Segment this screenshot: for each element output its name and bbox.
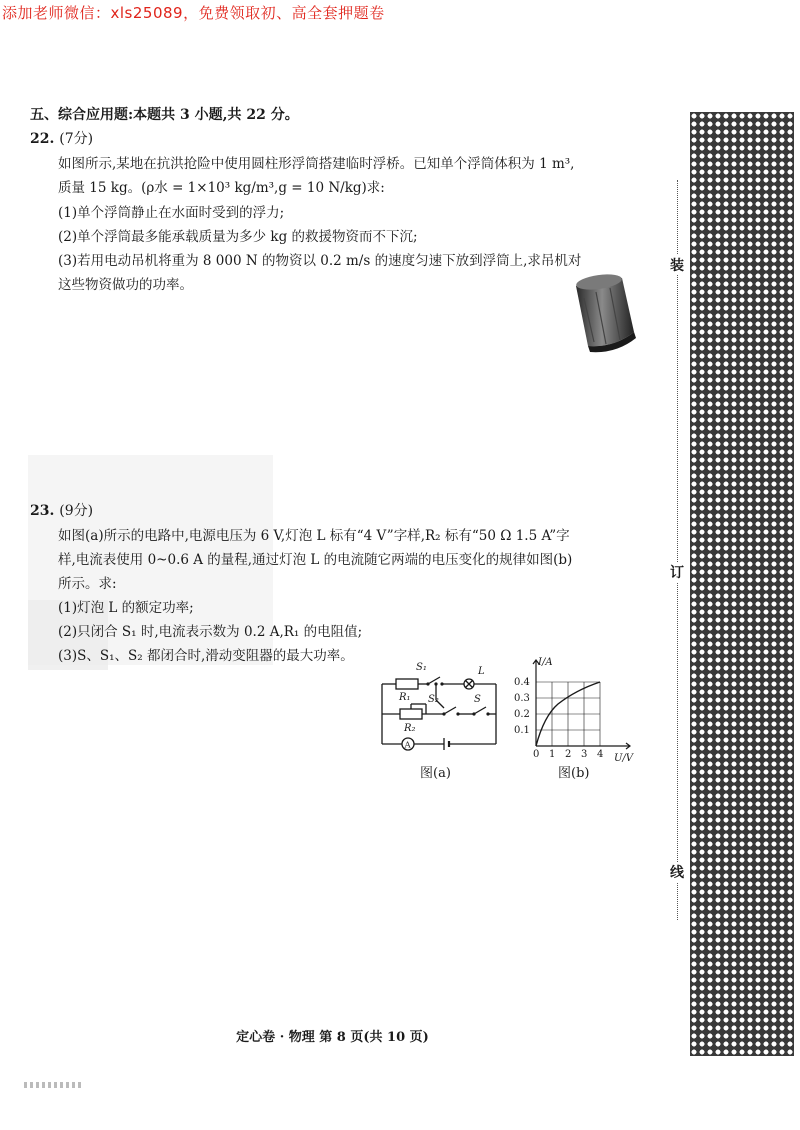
binding-mark-zhuang: 装 xyxy=(668,255,686,275)
question-22-line-2: 质量 15 kg。(ρ水 = 1×10³ kg/m³,g = 10 N/kg)求: xyxy=(58,180,385,196)
question-22-line-1: 如图所示,某地在抗洪抢险中使用圆柱形浮筒搭建临时浮桥。已知单个浮筒体积为 1 m³, xyxy=(58,156,575,172)
label-s: S xyxy=(474,694,481,705)
question-23-line-2: 样,电流表使用 0~0.6 A 的量程,通过灯泡 L 的电流随它两端的电压变化的规律如图(b) xyxy=(58,552,573,568)
question-23-points: (9分) xyxy=(59,503,94,519)
question-22-line-4: (2)单个浮筒最多能承载质量为多少 kg 的救援物资而不下沉; xyxy=(58,229,418,245)
scan-artifact xyxy=(24,1082,84,1088)
question-23-line-3: 所示。求: xyxy=(58,576,117,592)
question-22-line-6: 这些物资做功的功率。 xyxy=(58,277,193,293)
question-23-line-6: (3)S、S₁、S₂ 都闭合时,滑动变阻器的最大功率。 xyxy=(58,648,354,664)
y-tick-0.1: 0.1 xyxy=(514,725,530,736)
section-title: 五、综合应用题:本题共 3 小题,共 22 分。 xyxy=(30,107,299,123)
x-tick-4: 4 xyxy=(597,749,604,760)
circuit-diagram xyxy=(374,656,504,756)
y-tick-0.2: 0.2 xyxy=(514,709,530,720)
label-s2: S₂ xyxy=(428,694,439,705)
x-tick-0: 0 xyxy=(533,749,540,760)
y-axis-label: I/A xyxy=(538,657,553,668)
iu-graph xyxy=(510,654,640,764)
label-s1: S₁ xyxy=(416,662,427,673)
y-tick-0.3: 0.3 xyxy=(514,693,530,704)
label-r1: R₁ xyxy=(399,692,411,703)
decorative-pattern-strip xyxy=(690,112,794,1056)
question-22-number: 22. xyxy=(30,131,55,147)
question-23-line-5: (2)只闭合 S₁ 时,电流表示数为 0.2 A,R₁ 的电阻值; xyxy=(58,624,363,640)
float-drum-image xyxy=(566,272,646,354)
label-l: L xyxy=(478,666,485,677)
y-tick-0.4: 0.4 xyxy=(514,677,530,688)
binding-dotted-line xyxy=(677,180,678,920)
question-22-line-3: (1)单个浮筒静止在水面时受到的浮力; xyxy=(58,205,285,221)
label-r2: R₂ xyxy=(404,723,416,734)
x-tick-2: 2 xyxy=(565,749,572,760)
x-axis-label: U/V xyxy=(614,753,634,764)
question-22-line-5: (3)若用电动吊机将重为 8 000 N 的物资以 0.2 m/s 的速度匀速下放到浮筒上,求吊机对 xyxy=(58,253,582,269)
figure-b-caption: 图(b) xyxy=(558,766,590,781)
figure-a-caption: 图(a) xyxy=(420,766,451,781)
question-23-line-1: 如图(a)所示的电路中,电源电压为 6 V,灯泡 L 标有“4 V”字样,R₂ 标有“50 Ω 1.5 A”字 xyxy=(58,528,570,544)
binding-mark-xian: 线 xyxy=(668,862,686,882)
question-23-number: 23. xyxy=(30,503,55,519)
watermark-text: 添加老师微信：xls25089，免费领取初、高全套押题卷 xyxy=(2,4,385,22)
page-footer: 定心卷 · 物理 第 8 页(共 10 页) xyxy=(236,1030,429,1045)
question-22-points: (7分) xyxy=(59,131,94,147)
binding-mark-ding: 订 xyxy=(668,562,686,582)
question-23-line-4: (1)灯泡 L 的额定功率; xyxy=(58,600,194,616)
x-tick-3: 3 xyxy=(581,749,588,760)
question-23-header xyxy=(30,500,93,520)
question-22-header xyxy=(30,128,93,148)
label-ammeter: A xyxy=(404,740,411,751)
x-tick-1: 1 xyxy=(549,749,556,760)
